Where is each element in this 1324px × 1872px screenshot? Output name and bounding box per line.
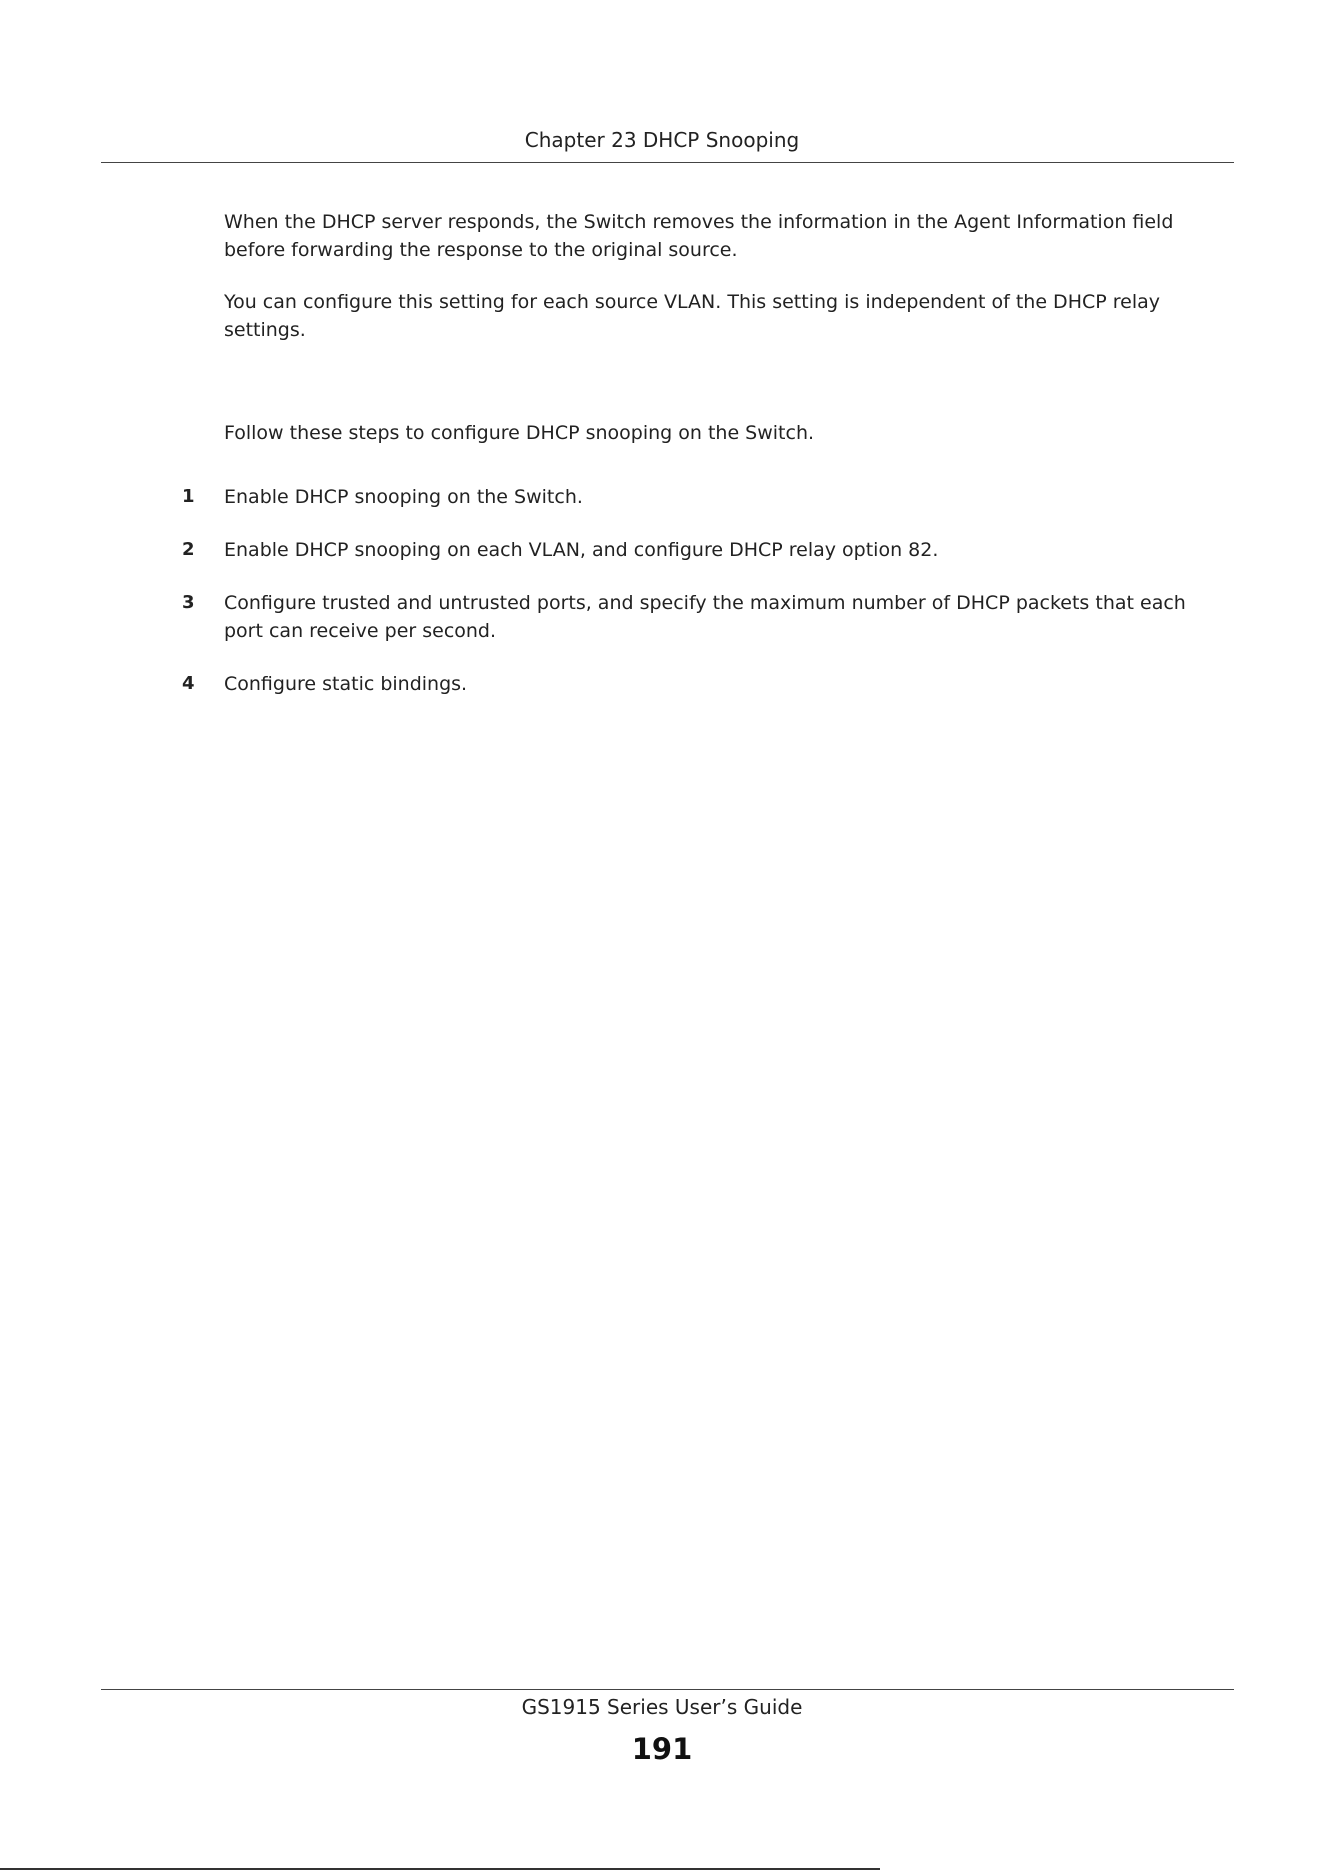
step-text: Enable DHCP snooping on the Switch. bbox=[224, 486, 583, 508]
paragraph-agent-information: When the DHCP server responds, the Switch removes the information in the Agent Information field before forwarding the response to the original source. bbox=[224, 211, 1174, 261]
header-divider bbox=[101, 162, 1234, 163]
step-item bbox=[180, 536, 1230, 564]
paragraph-follow-steps: Follow these steps to configure DHCP snooping on the Switch. bbox=[224, 422, 815, 444]
footer-guide-title: GS1915 Series User’s Guide bbox=[521, 1695, 803, 1719]
step-number: 4 bbox=[182, 673, 195, 694]
step-item bbox=[180, 670, 1230, 698]
step-text: Enable DHCP snooping on each VLAN, and configure DHCP relay option 82. bbox=[224, 539, 939, 561]
page-header-chapter-title: Chapter 23 DHCP Snooping bbox=[524, 128, 800, 152]
scan-bottom-edge bbox=[0, 1868, 880, 1870]
step-text: Configure static bindings. bbox=[224, 673, 468, 695]
step-item bbox=[180, 483, 1230, 511]
step-text: Configure trusted and untrusted ports, and specify the maximum number of DHCP packets that each port can receive per second. bbox=[224, 592, 1186, 642]
page-number: 191 bbox=[631, 1732, 693, 1766]
configuration-steps-list bbox=[180, 483, 1230, 723]
step-number: 3 bbox=[182, 592, 195, 613]
step-number: 1 bbox=[182, 486, 195, 507]
step-number: 2 bbox=[182, 539, 195, 560]
step-item bbox=[180, 589, 1230, 645]
paragraph-source-vlan: You can configure this setting for each source VLAN. This setting is independent of the DHCP relay settings. bbox=[224, 291, 1160, 341]
footer-divider bbox=[101, 1689, 1234, 1690]
